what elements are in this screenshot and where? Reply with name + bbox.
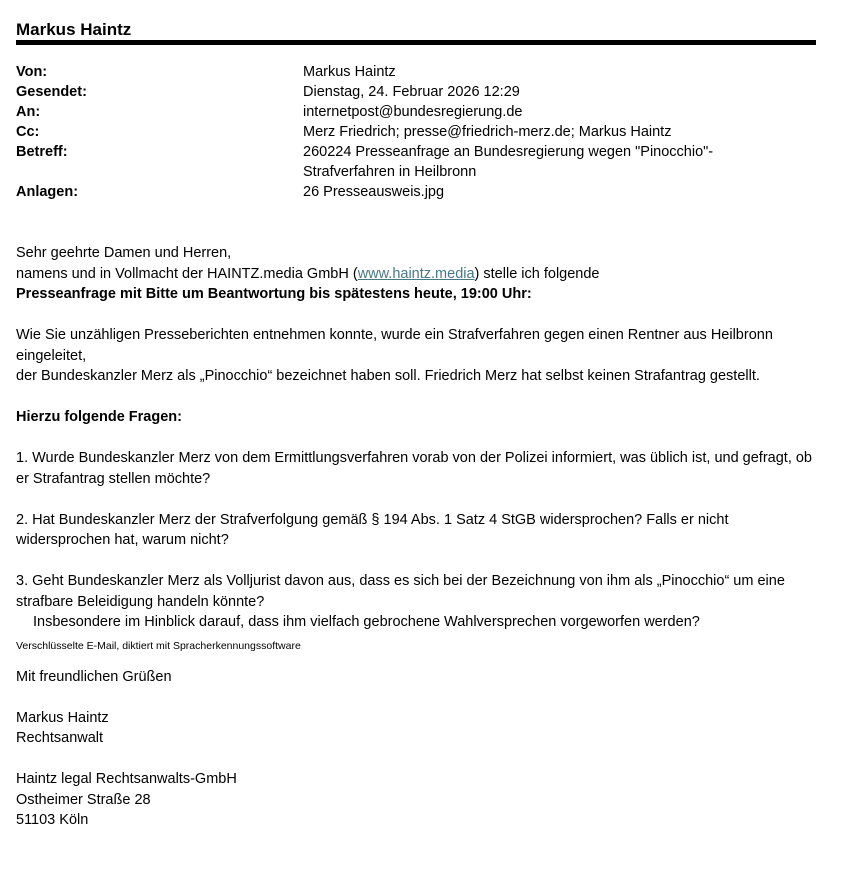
email-metadata <box>16 62 773 202</box>
meta-label: Anlagen: <box>16 184 79 200</box>
question-2: 2. Hat Bundeskanzler Merz der Strafverfolgung gemäß § 194 Abs. 1 Satz 4 StGB widersprochen? Falls er nicht widersprochen hat, warum nicht? <box>16 511 729 548</box>
meta-row-attachments <box>16 182 773 202</box>
signature-title: Rechtsanwalt <box>16 730 104 746</box>
question-1: 1. Wurde Bundeskanzler Merz von dem Ermittlungsverfahren vorab von der Polizei informiert, was üblich ist, und gefragt, ob er Strafantrag stellen möchte? <box>16 450 812 487</box>
meta-row-from <box>16 62 773 82</box>
meta-value-subject: 260224 Presseanfrage an Bundesregierung wegen "Pinocchio"-Strafverfahren in Heilbronn <box>303 144 714 180</box>
meta-row-cc <box>16 122 773 142</box>
header-divider <box>16 40 816 45</box>
meta-row-subject <box>16 142 773 182</box>
encryption-note: Verschlüsselte E-Mail, diktiert mit Spracherkennungssoftware <box>16 639 301 652</box>
meta-row-to <box>16 102 773 122</box>
press-request-heading: Presseanfrage mit Bitte um Beantwortung bis spätestens heute, 19:00 Uhr: <box>16 286 532 302</box>
haintz-media-link[interactable]: www.haintz.media <box>357 265 475 282</box>
meta-label: Von: <box>16 64 48 80</box>
meta-row-sent <box>16 82 773 102</box>
meta-label: Betreff: <box>16 144 68 160</box>
context-paragraph-2: der Bundeskanzler Merz als „Pinocchio“ bezeichnet haben soll. Friedrich Merz hat selbst keinen Strafantrag gestellt. <box>16 368 760 384</box>
greeting: Sehr geehrte Damen und Herren, <box>16 245 232 261</box>
meta-label: An: <box>16 104 41 120</box>
intro-line <box>16 264 826 285</box>
company-street: Ostheimer Straße 28 <box>16 791 151 808</box>
signature-name: Markus Haintz <box>16 709 109 726</box>
question-3-followup: Insbesondere im Hinblick darauf, dass ihm vielfach gebrochene Wahlversprechen vorgeworfen werden? <box>33 614 700 630</box>
meta-value-sent: Dienstag, 24. Februar 2026 12:29 <box>303 84 520 100</box>
email-body <box>16 243 826 831</box>
meta-value-cc: Merz Friedrich; presse@friedrich-merz.de; Markus Haintz <box>303 124 672 140</box>
meta-value-attachments: 26 Presseausweis.jpg <box>303 184 445 200</box>
sender-name-heading: Markus Haintz <box>16 20 132 39</box>
meta-label: Cc: <box>16 124 40 140</box>
meta-label: Gesendet: <box>16 84 87 100</box>
meta-value-from: Markus Haintz <box>303 64 396 80</box>
intro-text: namens und in Vollmacht der HAINTZ.media GmbH ( <box>16 265 358 282</box>
company-city: 51103 Köln <box>16 812 89 828</box>
company-name: Haintz legal Rechtsanwalts-GmbH <box>16 771 237 787</box>
context-paragraph-1: Wie Sie unzähligen Presseberichten entnehmen konnte, wurde ein Strafverfahren gegen einen Rentner aus Heilbronn eingeleitet, <box>16 327 773 364</box>
closing: Mit freundlichen Grüßen <box>16 668 172 685</box>
question-3: 3. Geht Bundeskanzler Merz als Volljurist davon aus, dass es sich bei der Bezeichnung von ihm als „Pinocchio“ um eine strafbare Beleidigung handeln könnte? <box>16 573 785 610</box>
meta-value-to: internetpost@bundesregierung.de <box>303 104 523 120</box>
intro-text-end: ) stelle ich folgende <box>474 265 600 282</box>
questions-heading: Hierzu folgende Fragen: <box>16 409 182 425</box>
